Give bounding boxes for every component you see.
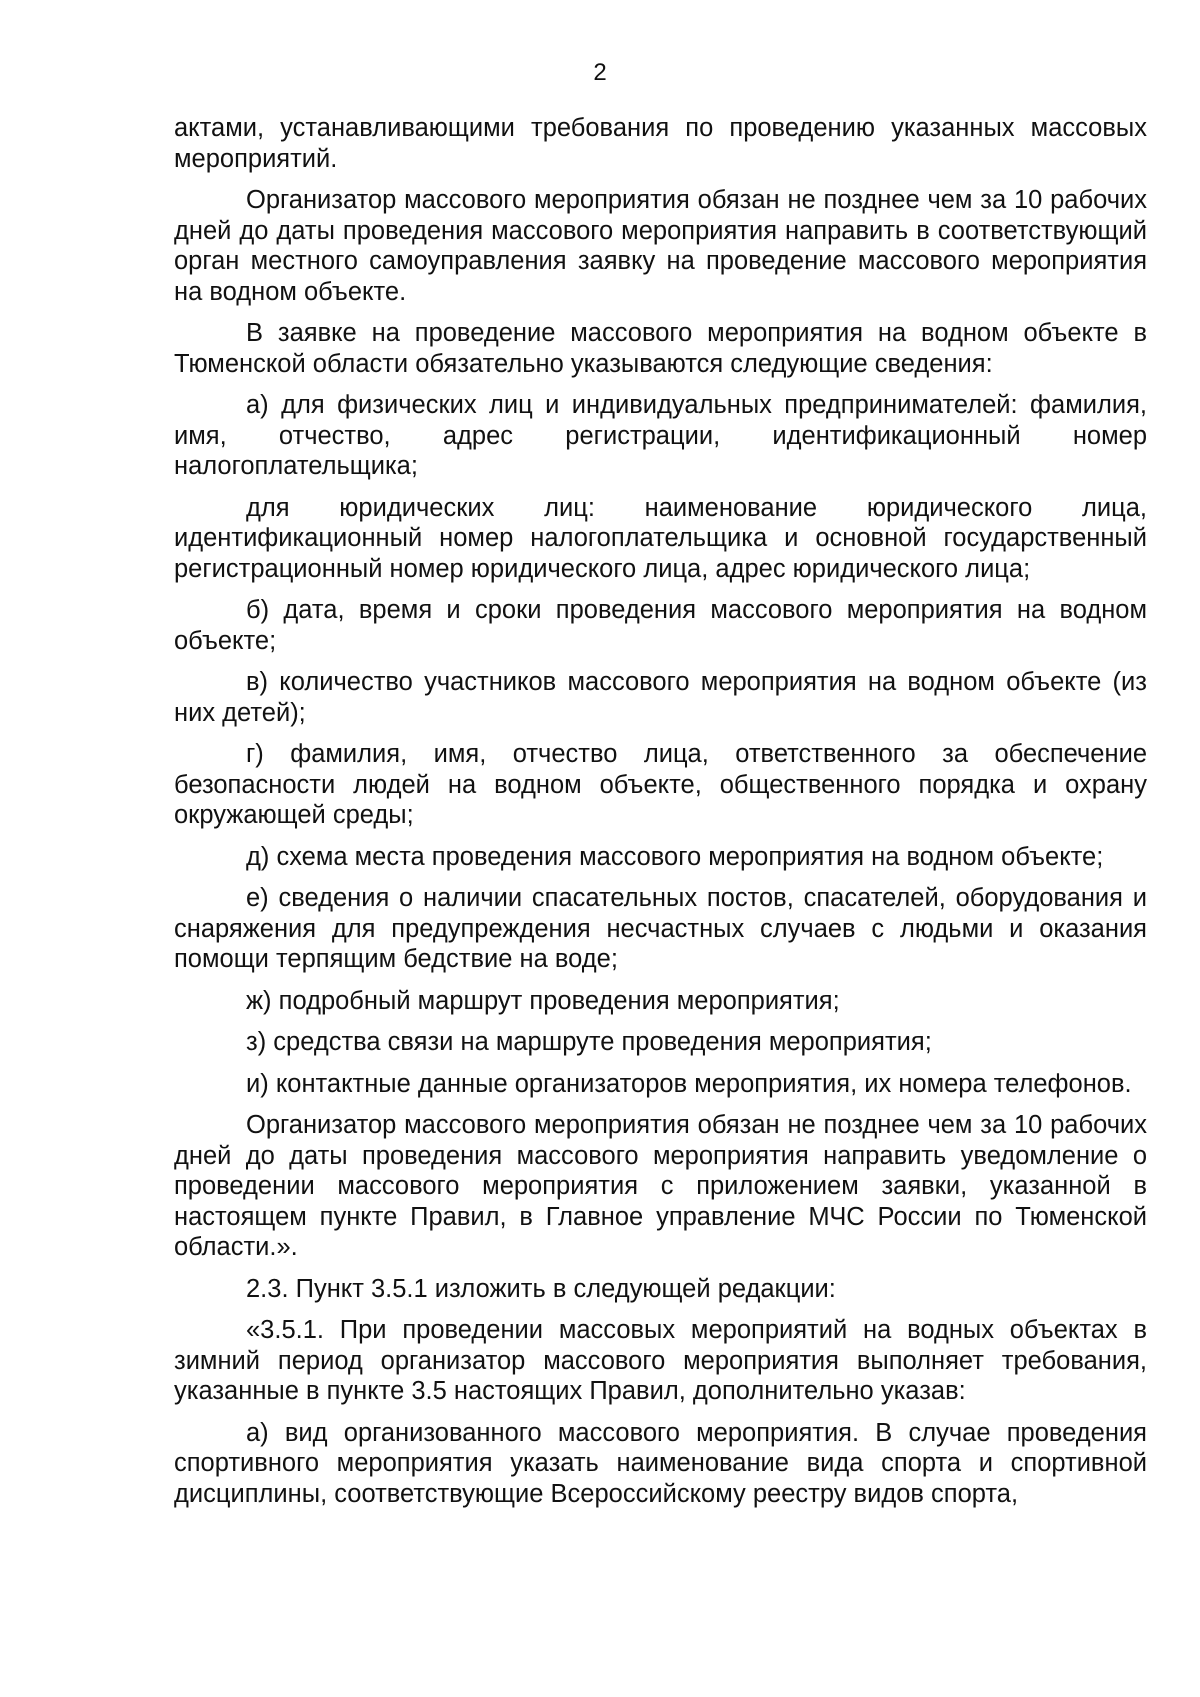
paragraph: з) средства связи на маршруте проведения мероприятия; bbox=[246, 1028, 932, 1056]
paragraph: и) контактные данные организаторов мероприятия, их номера телефонов. bbox=[246, 1069, 1132, 1098]
paragraph: г) фамилия, имя, отчество лица, ответственного за обеспечение безопасности людей на водном объекте, общественного порядка и охрану окружающей среды; bbox=[174, 740, 1147, 829]
paragraph: в) количество участников массового мероприятия на водном объекте (из них детей); bbox=[174, 668, 1147, 727]
paragraph: б) дата, время и сроки проведения массового мероприятия на водном объекте; bbox=[174, 596, 1147, 655]
paragraph: Организатор массового мероприятия обязан не позднее чем за 10 рабочих дней до даты проведения массового мероприятия направить уведомление о проведении массового мероприятия с приложением заявки, указанной в настоящем пункте Правил, в Главное управление МЧС России по Тюменской области.». bbox=[174, 1111, 1147, 1261]
document-body bbox=[174, 113, 1147, 1520]
paragraph: е) сведения о наличии спасательных постов, спасателей, оборудования и снаряжения для предупреждения несчастных случаев с людьми и оказания помощи терпящим бедствие на воде; bbox=[174, 884, 1147, 973]
paragraph: В заявке на проведение массового мероприятия на водном объекте в Тюменской области обязательно указываются следующие сведения: bbox=[174, 319, 1147, 378]
paragraph: «3.5.1. При проведении массовых мероприятий на водных объектах в зимний период организатор массового мероприятия выполняет требования, указанные в пункте 3.5 настоящих Правил, дополнительно указав: bbox=[174, 1316, 1147, 1405]
page-number: 2 bbox=[593, 59, 607, 86]
paragraph: а) для физических лиц и индивидуальных предпринимателей: фамилия, имя, отчество, адрес регистрации, идентификационный номер налогоплательщика; bbox=[174, 391, 1147, 480]
paragraph: Организатор массового мероприятия обязан не позднее чем за 10 рабочих дней до даты проведения массового мероприятия направить в соответствующий орган местного самоуправления заявку на проведение массового мероприятия на водном объекте. bbox=[174, 186, 1147, 306]
paragraph: для юридических лиц: наименование юридического лица, идентификационный номер налогоплательщика и основной государственный регистрационный номер юридического лица, адрес юридического лица; bbox=[174, 493, 1147, 583]
paragraph: 2.3. Пункт 3.5.1 изложить в следующей редакции: bbox=[246, 1274, 836, 1303]
paragraph: ж) подробный маршрут проведения мероприятия; bbox=[246, 986, 840, 1015]
paragraph: актами, устанавливающими требования по проведению указанных массовых мероприятий. bbox=[174, 114, 1147, 173]
paragraph: а) вид организованного массового мероприятия. В случае проведения спортивного мероприятия указать наименование вида спорта и спортивной дисциплины, соответствующие Всероссийскому реестру видов спорта, bbox=[174, 1418, 1147, 1508]
paragraph: д) схема места проведения массового мероприятия на водном объекте; bbox=[246, 842, 1104, 871]
